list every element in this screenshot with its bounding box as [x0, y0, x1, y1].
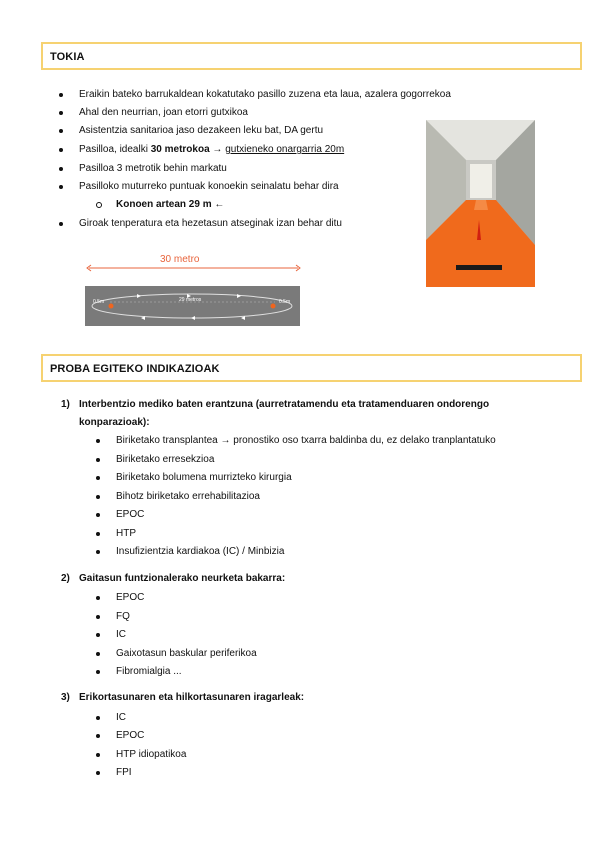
subsection-title: Gaitasun funtzionalerako neurketa bakarra:	[79, 573, 286, 584]
bullet-icon	[59, 222, 63, 226]
item-number: 1)	[61, 399, 70, 410]
bullet-icon	[96, 652, 100, 656]
section-title: TOKIA	[50, 51, 85, 63]
list-item-text: EPOC	[116, 509, 145, 520]
list-item-bold: 30 metrokoa	[150, 144, 210, 155]
list-item	[116, 665, 182, 678]
list-item	[116, 490, 260, 503]
subsection-title: Erikortasunaren eta hilkortasunaren iragarleak:	[79, 692, 305, 703]
list-item-text: Fibromialgia ...	[116, 666, 182, 677]
section-header-tokia	[41, 42, 582, 70]
diagram-left-label: 0.5m	[93, 299, 105, 305]
list-item-underline: gutxieneko onargarria 20m	[225, 144, 345, 155]
list-item	[79, 217, 342, 230]
list-item	[116, 610, 130, 623]
list-item	[116, 508, 144, 521]
bullet-icon	[96, 753, 100, 757]
bullet-icon	[59, 148, 63, 152]
diagram-right-label: 0.5m	[279, 299, 291, 305]
list-item-text: Biriketako transplantea → pronostiko oso txarra baldinba du, ez delako tranplantatuko	[116, 435, 496, 446]
corridor-image	[426, 120, 535, 287]
bullet-icon	[59, 185, 63, 189]
bullet-icon	[59, 167, 63, 171]
list-item	[116, 748, 186, 761]
sub-list-item-text: Konoen artean 29 m ←	[116, 199, 225, 210]
list-item	[116, 647, 257, 660]
list-item-text: Gaixotasun baskular periferikoa	[116, 648, 257, 659]
list-item-text: Giroak tenperatura eta hezetasun atseginak izan behar ditu	[79, 218, 342, 229]
bullet-icon	[96, 670, 100, 674]
list-item	[116, 453, 214, 466]
diagram-center-label: 29 metros	[179, 297, 202, 303]
list-item	[79, 162, 227, 175]
list-item-text: Pasilloa, idealki	[79, 144, 151, 155]
list-item	[79, 180, 339, 193]
list-item-text: Asistentzia sanitarioa jaso dezakeen leku bat, DA gertu	[79, 125, 324, 136]
bullet-icon	[96, 771, 100, 775]
list-item	[79, 106, 248, 119]
section-header-proba	[41, 354, 582, 382]
list-item-text: FQ	[116, 611, 130, 622]
list-item-text: IC	[116, 712, 126, 723]
list-item-text: Biriketako bolumena murrizteko kirurgia	[116, 472, 292, 483]
bullet-icon	[96, 495, 100, 499]
list-item-text: EPOC	[116, 592, 145, 603]
oval-track	[85, 286, 300, 326]
list-item-text: Insufizientzia kardiakoa (IC) / Minbizia	[116, 546, 285, 557]
list-item-text: HTP	[116, 528, 136, 539]
bullet-icon	[96, 439, 100, 443]
item-number: 3)	[61, 692, 70, 703]
list-item	[116, 527, 136, 540]
list-item	[116, 591, 144, 604]
arrow-text: →	[209, 144, 226, 155]
bullet-icon	[96, 513, 100, 517]
list-item-text: FPI	[116, 767, 132, 778]
list-item	[116, 711, 126, 724]
bullet-icon	[96, 532, 100, 536]
bullet-icon	[96, 550, 100, 554]
list-item	[116, 545, 284, 558]
list-item-text: Eraikin bateko barrukaldean kokatutako pasillo zuzena eta laua, azalera gogorrekoa	[79, 89, 451, 100]
section-title: PROBA EGITEKO INDIKAZIOAK	[50, 363, 220, 375]
distance-arrow	[85, 256, 302, 276]
hollow-bullet-icon	[96, 202, 102, 208]
list-item	[116, 729, 144, 742]
corridor-photo	[426, 120, 535, 287]
bullet-icon	[96, 596, 100, 600]
bullet-icon	[96, 716, 100, 720]
sub-list-item	[116, 198, 224, 211]
distance-label: 30 metro	[160, 254, 200, 265]
list-item-text: Ahal den neurrian, joan etorri gutxikoa	[79, 107, 248, 118]
bullet-icon	[59, 93, 63, 97]
bullet-icon	[96, 615, 100, 619]
list-item-text: Biriketako erresekzioa	[116, 454, 215, 465]
bullet-icon	[59, 111, 63, 115]
track-diagram	[85, 286, 300, 326]
list-item	[116, 766, 132, 779]
list-item	[116, 628, 126, 641]
bullet-icon	[96, 734, 100, 738]
bullet-icon	[96, 633, 100, 637]
item-number: 2)	[61, 573, 70, 584]
bullet-icon	[96, 476, 100, 480]
list-item	[79, 88, 451, 101]
list-item-text: Pasilloko muturreko puntuak konoekin seinalatu behar dira	[79, 181, 339, 192]
bullet-icon	[96, 458, 100, 462]
list-item	[116, 434, 496, 447]
subsection-title: Interbentzio mediko baten erantzuna (aurretratamendu eta tratamenduaren ondorengo	[79, 399, 490, 410]
list-item-text: HTP idiopatikoa	[116, 749, 187, 760]
bullet-icon	[59, 129, 63, 133]
list-item	[79, 143, 344, 156]
list-item-text: IC	[116, 629, 126, 640]
subsection-title-cont: konparazioak):	[79, 417, 150, 428]
list-item	[116, 471, 292, 484]
list-item-text: Bihotz biriketako errehabilitazioa	[116, 491, 260, 502]
list-item-text: Pasilloa 3 metrotik behin markatu	[79, 163, 227, 174]
list-item-text: EPOC	[116, 730, 145, 741]
list-item	[79, 124, 323, 137]
arrow-line	[85, 256, 302, 276]
